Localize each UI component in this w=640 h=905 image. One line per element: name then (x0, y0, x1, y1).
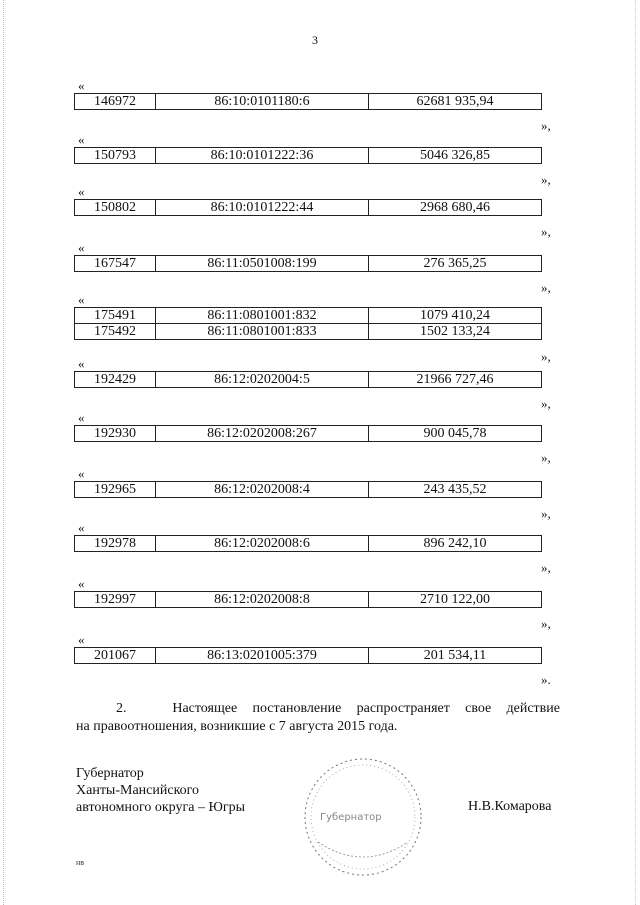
table-row (75, 148, 542, 164)
table-row (75, 482, 542, 498)
data-table (74, 535, 542, 552)
cell-value: 21966 727,46 (369, 372, 542, 388)
page-edge-left (0, 0, 4, 905)
quote-open: « (78, 410, 85, 425)
cell-number: 167547 (75, 256, 156, 272)
quote-open: « (78, 576, 85, 591)
data-table (74, 255, 542, 272)
signature-block (76, 765, 245, 816)
quote-close: », (541, 616, 551, 631)
seal-stamp-icon (298, 752, 428, 882)
data-table (74, 647, 542, 664)
page-edge-right (635, 0, 638, 905)
cell-cadastral: 86:10:0101180:6 (156, 94, 369, 110)
quote-open: « (78, 78, 85, 93)
data-table (74, 147, 542, 164)
cell-value: 2968 680,46 (369, 200, 542, 216)
quote-open: « (78, 132, 85, 147)
data-table (74, 199, 542, 216)
quote-open: « (78, 520, 85, 535)
cell-number: 192965 (75, 482, 156, 498)
table-row (75, 648, 542, 664)
page-number: 3 (312, 33, 318, 47)
quote-close: », (541, 172, 551, 187)
cell-value: 62681 935,94 (369, 94, 542, 110)
cell-number: 192930 (75, 426, 156, 442)
quote-close: », (541, 118, 551, 133)
quote-close: », (541, 506, 551, 521)
data-table (74, 425, 542, 442)
data-table (74, 307, 542, 340)
cell-cadastral: 86:10:0101222:44 (156, 200, 369, 216)
cell-cadastral: 86:11:0501008:199 (156, 256, 369, 272)
cell-value: 5046 326,85 (369, 148, 542, 164)
footer-mark: нв (76, 858, 85, 867)
cell-value: 1079 410,24 (369, 308, 542, 324)
table-row (75, 200, 542, 216)
cell-value: 2710 122,00 (369, 592, 542, 608)
cell-value: 201 534,11 (369, 648, 542, 664)
cell-number: 150802 (75, 200, 156, 216)
data-table (74, 481, 542, 498)
cell-number: 192997 (75, 592, 156, 608)
quote-open: « (78, 356, 85, 371)
cell-number: 192978 (75, 536, 156, 552)
cell-cadastral: 86:12:0202008:267 (156, 426, 369, 442)
quote-open: « (78, 184, 85, 199)
cell-number: 201067 (75, 648, 156, 664)
quote-open: « (78, 292, 85, 307)
cell-cadastral: 86:11:0801001:833 (156, 324, 369, 340)
cell-value: 896 242,10 (369, 536, 542, 552)
cell-value: 1502 133,24 (369, 324, 542, 340)
quote-open: « (78, 240, 85, 255)
quote-close: », (541, 560, 551, 575)
signature-region: Ханты-Мансийского (76, 783, 200, 798)
cell-cadastral: 86:12:0202008:6 (156, 536, 369, 552)
quote-close: », (541, 396, 551, 411)
data-table (74, 93, 542, 110)
paragraph-number: 2. (116, 701, 127, 716)
signature-okrug: автономного округа – Югры (76, 800, 245, 815)
quote-close: », (541, 224, 551, 239)
paragraph-2 (76, 700, 560, 736)
cell-number: 146972 (75, 94, 156, 110)
table-row (75, 592, 542, 608)
cell-cadastral: 86:12:0202004:5 (156, 372, 369, 388)
data-table (74, 371, 542, 388)
paragraph-line-1-text: Настоящее постановление распространяет свое действие (172, 701, 560, 716)
paragraph-line-2: на правоотношения, возникшие с 7 августа 2015 года. (76, 719, 398, 734)
cell-cadastral: 86:12:0202008:8 (156, 592, 369, 608)
cell-cadastral: 86:10:0101222:36 (156, 148, 369, 164)
quote-close: ». (541, 672, 551, 687)
table-row (75, 256, 542, 272)
table-row (75, 372, 542, 388)
cell-cadastral: 86:12:0202008:4 (156, 482, 369, 498)
cell-value: 276 365,25 (369, 256, 542, 272)
cell-number: 192429 (75, 372, 156, 388)
cell-cadastral: 86:13:0201005:379 (156, 648, 369, 664)
quote-open: « (78, 466, 85, 481)
table-row (75, 426, 542, 442)
signer-name: Н.В.Комарова (468, 799, 552, 814)
cell-number: 175491 (75, 308, 156, 324)
table-row (75, 308, 542, 324)
signature-title: Губернатор (76, 766, 144, 781)
quote-open: « (78, 632, 85, 647)
table-row (75, 536, 542, 552)
cell-number: 150793 (75, 148, 156, 164)
stamp-text: Губернатор (320, 812, 382, 823)
table-row (75, 324, 542, 340)
cell-value: 900 045,78 (369, 426, 542, 442)
data-table (74, 591, 542, 608)
quote-close: », (541, 450, 551, 465)
paragraph-line-1 (76, 700, 560, 718)
table-row (75, 94, 542, 110)
cell-number: 175492 (75, 324, 156, 340)
cell-value: 243 435,52 (369, 482, 542, 498)
quote-close: », (541, 349, 551, 364)
quote-close: », (541, 280, 551, 295)
cell-cadastral: 86:11:0801001:832 (156, 308, 369, 324)
